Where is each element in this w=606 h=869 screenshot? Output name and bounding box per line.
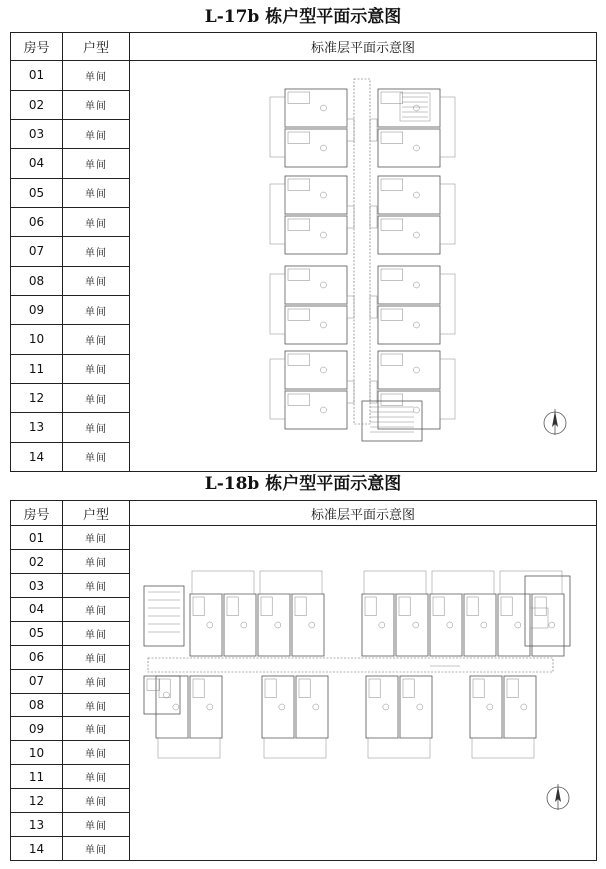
room-number: 09	[11, 295, 63, 324]
table-header-row	[11, 501, 597, 526]
unit-type: 单间	[63, 597, 130, 621]
unit-type: 单间	[63, 621, 130, 645]
room-number: 14	[11, 837, 63, 861]
room-number: 05	[11, 621, 63, 645]
room-number: 06	[11, 645, 63, 669]
room-number: 02	[11, 90, 63, 119]
unit-type: 单间	[63, 789, 130, 813]
floor-plan-l17b	[130, 61, 595, 471]
room-number: 03	[11, 574, 63, 598]
room-number: 06	[11, 207, 63, 236]
unit-type: 单间	[63, 741, 130, 765]
unit-type: 单间	[63, 325, 130, 354]
room-number: 01	[11, 526, 63, 550]
header-floor-plan: 标准层平面示意图	[130, 33, 597, 61]
unit-type: 单间	[63, 207, 130, 236]
table-header-row	[11, 33, 597, 61]
section-title-l18b: L-18b 栋户型平面示意图	[204, 474, 402, 494]
unit-type: 单间	[63, 413, 130, 442]
unit-type: 单间	[63, 837, 130, 861]
unit-type: 单间	[63, 383, 130, 412]
room-number: 11	[11, 765, 63, 789]
north-arrow-icon	[544, 409, 566, 435]
room-number: 08	[11, 266, 63, 295]
room-number: 12	[11, 383, 63, 412]
unit-type: 单间	[63, 149, 130, 178]
room-number: 05	[11, 178, 63, 207]
north-arrow-icon	[547, 784, 569, 810]
header-room-no: 房号	[11, 33, 63, 61]
unit-type: 单间	[63, 550, 130, 574]
unit-type: 单间	[63, 669, 130, 693]
room-number: 14	[11, 442, 63, 471]
section-title-l17b: L-17b 栋户型平面示意图	[204, 7, 402, 27]
header-unit-type: 户型	[63, 501, 130, 526]
unit-type: 单间	[63, 237, 130, 266]
unit-type: 单间	[63, 717, 130, 741]
room-number: 11	[11, 354, 63, 383]
room-number: 10	[11, 741, 63, 765]
room-number: 02	[11, 550, 63, 574]
room-number: 09	[11, 717, 63, 741]
unit-type: 单间	[63, 813, 130, 837]
room-number: 07	[11, 669, 63, 693]
unit-type: 单间	[63, 442, 130, 471]
unit-type: 单间	[63, 574, 130, 598]
unit-type: 单间	[63, 61, 130, 90]
room-number: 12	[11, 789, 63, 813]
room-number: 08	[11, 693, 63, 717]
room-number: 13	[11, 413, 63, 442]
room-number: 03	[11, 119, 63, 148]
unit-type: 单间	[63, 693, 130, 717]
unit-type: 单间	[63, 266, 130, 295]
unit-type: 单间	[63, 645, 130, 669]
header-room-no: 房号	[11, 501, 63, 526]
unit-type: 单间	[63, 354, 130, 383]
unit-type: 单间	[63, 119, 130, 148]
floor-plan-l18b	[130, 526, 595, 860]
room-number: 04	[11, 149, 63, 178]
room-number: 10	[11, 325, 63, 354]
room-number: 04	[11, 597, 63, 621]
room-number: 13	[11, 813, 63, 837]
unit-type: 单间	[63, 526, 130, 550]
room-number: 07	[11, 237, 63, 266]
header-floor-plan: 标准层平面示意图	[130, 501, 597, 526]
unit-type: 单间	[63, 178, 130, 207]
room-number: 01	[11, 61, 63, 90]
unit-type: 单间	[63, 765, 130, 789]
unit-type: 单间	[63, 90, 130, 119]
unit-type: 单间	[63, 295, 130, 324]
header-unit-type: 户型	[63, 33, 130, 61]
